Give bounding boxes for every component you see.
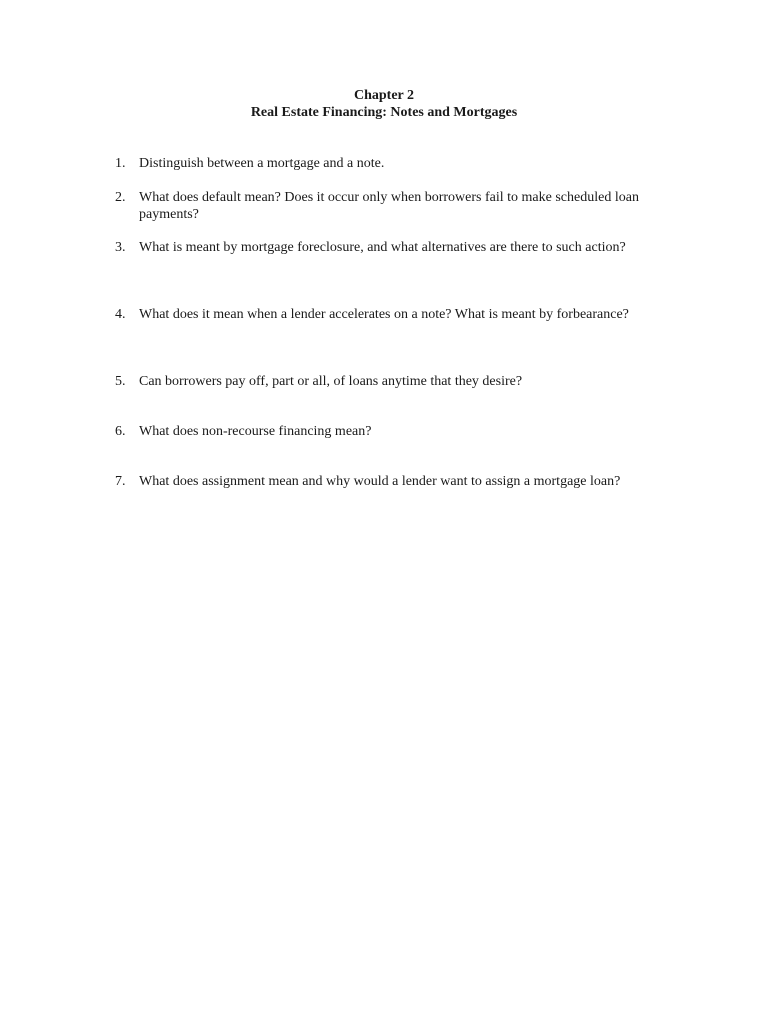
question-text: What does default mean? Does it occur only when borrowers fail to make scheduled loan payments? — [139, 190, 639, 222]
question-item — [115, 189, 685, 223]
question-text: What does non-recourse financing mean? — [139, 424, 372, 439]
question-number: 1. — [115, 156, 126, 171]
question-text: What does assignment mean and why would a lender want to assign a mortgage loan? — [139, 474, 621, 489]
question-text: What does it mean when a lender accelerates on a note? What is meant by forbearance? — [139, 307, 629, 322]
question-item — [115, 373, 685, 390]
question-number: 3. — [115, 240, 126, 255]
question-item — [115, 306, 685, 323]
question-item — [115, 473, 685, 490]
chapter-heading: Chapter 2 — [353, 88, 415, 103]
question-text: What is meant by mortgage foreclosure, and what alternatives are there to such action? — [139, 240, 626, 255]
chapter-title: Real Estate Financing: Notes and Mortgages — [250, 105, 518, 120]
question-number: 5. — [115, 374, 126, 389]
question-item — [115, 423, 685, 440]
question-number: 6. — [115, 424, 126, 439]
question-item — [115, 155, 685, 172]
question-text: Can borrowers pay off, part or all, of loans anytime that they desire? — [139, 374, 523, 389]
question-item — [115, 239, 685, 256]
question-number: 2. — [115, 190, 126, 205]
question-number: 7. — [115, 474, 126, 489]
question-text: Distinguish between a mortgage and a note. — [139, 156, 385, 171]
question-number: 4. — [115, 307, 126, 322]
